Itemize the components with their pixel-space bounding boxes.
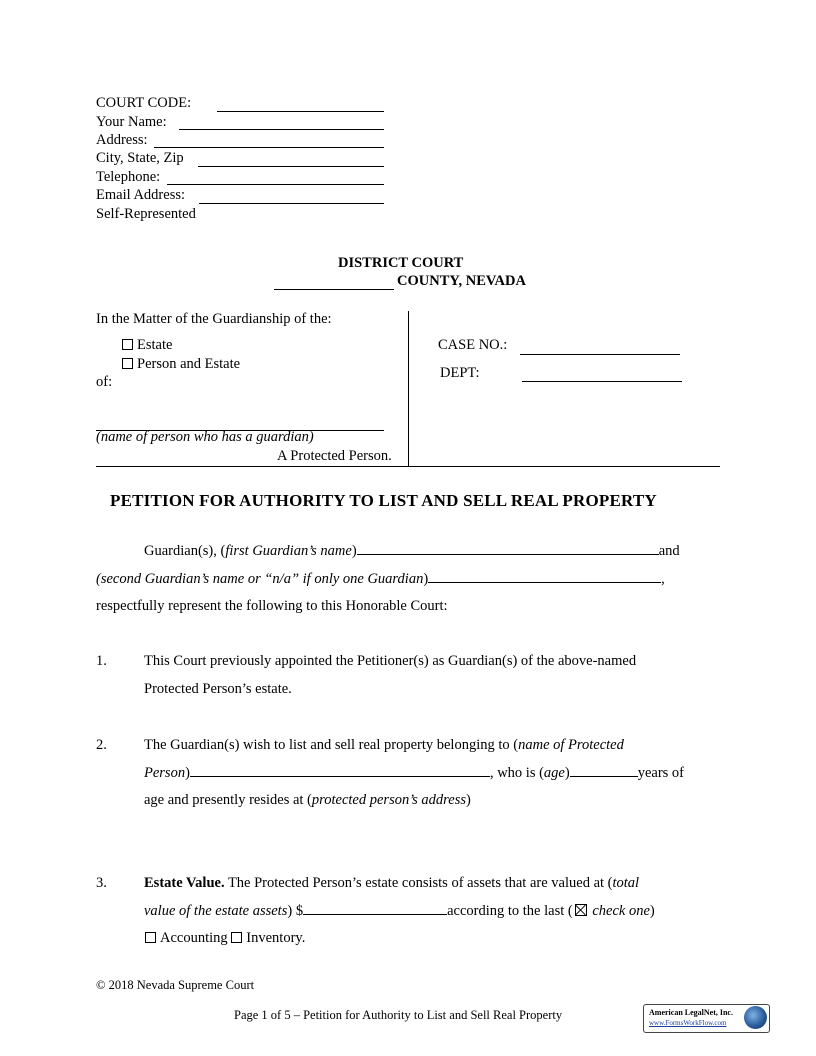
item2-close-paren-3: ) [466,792,471,808]
person-estate-checkbox[interactable] [122,358,133,369]
intro-line-1 [144,542,680,560]
second-guardian-field[interactable] [428,570,661,583]
item2-close-paren: ) [185,765,190,781]
city-state-zip-field[interactable] [198,166,384,167]
telephone-label: Telephone: [96,169,161,185]
intro-line-2 [96,570,665,588]
item2-hint2: age [543,765,565,781]
item3-close-paren: ) [649,903,655,919]
intro-and: and [658,543,680,559]
intro-line-3: respectfully represent the following to this Honorable Court: [96,598,448,614]
your-name-label: Your Name: [96,114,167,130]
dept-label: DEPT: [440,365,480,381]
estate-value-field[interactable] [303,902,447,915]
document-title: PETITION FOR AUTHORITY TO LIST AND SELL REAL PROPERTY [110,491,657,510]
protected-person-field[interactable] [190,764,490,777]
item3-line1 [144,875,639,892]
address-field[interactable] [154,147,384,148]
case-no-field[interactable] [520,354,680,355]
item2-hint3: protected person’s address [311,792,467,808]
caption-bottom-rule [96,466,720,467]
first-guardian-field[interactable] [357,542,659,555]
address-label: Address: [96,132,148,148]
first-guardian-hint: first Guardian’s name [225,543,352,559]
item2-number: 2. [96,737,107,753]
item2-line2 [144,764,684,782]
inventory-checkbox[interactable] [231,932,242,943]
matter-label: In the Matter of the Guardianship of the: [96,311,332,327]
logo-line1: American LegalNet, Inc. [649,1008,733,1017]
globe-icon [744,1006,767,1029]
telephone-field[interactable] [167,184,384,185]
intro-comma: , [661,571,665,587]
age-field[interactable] [570,764,638,777]
item3-text2: ) $ [287,903,304,919]
estate-checkbox[interactable] [122,339,133,350]
option-person-estate[interactable] [122,356,240,373]
intro-guardians-text: Guardian(s), ( [144,543,226,559]
item3-text1: The Protected Person’s estate consists of assets that are valued at ( [224,875,613,891]
court-code-field[interactable] [217,111,384,112]
item1-line1: This Court previously appointed the Petitioner(s) as Guardian(s) of the above-named [144,653,637,669]
email-label: Email Address: [96,187,186,203]
court-code-label: COURT CODE: [96,95,192,111]
dept-field[interactable] [522,381,682,382]
inventory-label: Inventory. [246,930,306,946]
x-box-icon [575,904,587,916]
item2-line1 [144,737,624,754]
item3-hint1: total [612,875,640,891]
item2-hint1b: Person [144,765,186,781]
protected-person-label: A Protected Person. [277,448,392,464]
item1-number: 1. [96,653,107,669]
item3-number: 3. [96,875,107,891]
city-state-zip-label: City, State, Zip [96,150,184,166]
option-estate[interactable] [122,337,172,354]
item2-line3 [144,792,471,809]
intro-close-paren-2: ) [423,571,429,587]
item2-text3: years of [637,765,684,781]
caption-divider [408,311,409,467]
item2-text1: The Guardian(s) wish to list and sell real property belonging to ( [144,737,519,753]
of-label: of: [96,374,113,390]
item3-line2 [144,902,655,920]
copyright: © 2018 Nevada Supreme Court [96,978,255,992]
name-hint: (name of person who has a guardian) [96,429,314,445]
item3-heading: Estate Value. [144,875,225,891]
item2-text4: age and presently resides at ( [144,792,312,808]
item3-hint3: check one [592,903,650,919]
item2-hint1: name of Protected [518,737,624,753]
item3-hint2: value of the estate assets [144,903,288,919]
page-info: Page 1 of 5 – Petition for Authority to List and Sell Real Property [234,1008,563,1022]
option-estate-label: Estate [137,337,173,353]
intro-close-paren: ) [351,543,357,559]
email-field[interactable] [199,203,384,204]
case-no-label: CASE NO.: [438,337,508,353]
option-person-estate-label: Person and Estate [137,356,241,372]
accounting-label: Accounting [160,930,228,946]
second-guardian-hint: (second Guardian’s name or “n/a” if only one Guardian [96,571,424,587]
court-name: DISTRICT COURT [338,255,464,271]
county-label: COUNTY, NEVADA [397,273,526,289]
item2-text2: , who is ( [489,765,544,781]
item2-close-paren-2: ) [564,765,570,781]
item3-text3: according to the last ( [447,903,573,919]
county-field[interactable] [274,289,394,290]
item3-line3 [145,930,305,947]
item1-line2: Protected Person’s estate. [144,681,292,697]
vendor-logo[interactable] [643,1004,770,1033]
your-name-field[interactable] [179,129,384,130]
accounting-checkbox[interactable] [145,932,156,943]
logo-link[interactable]: www.FormsWorkFlow.com [649,1019,727,1027]
self-represented-label: Self-Represented [96,206,196,222]
